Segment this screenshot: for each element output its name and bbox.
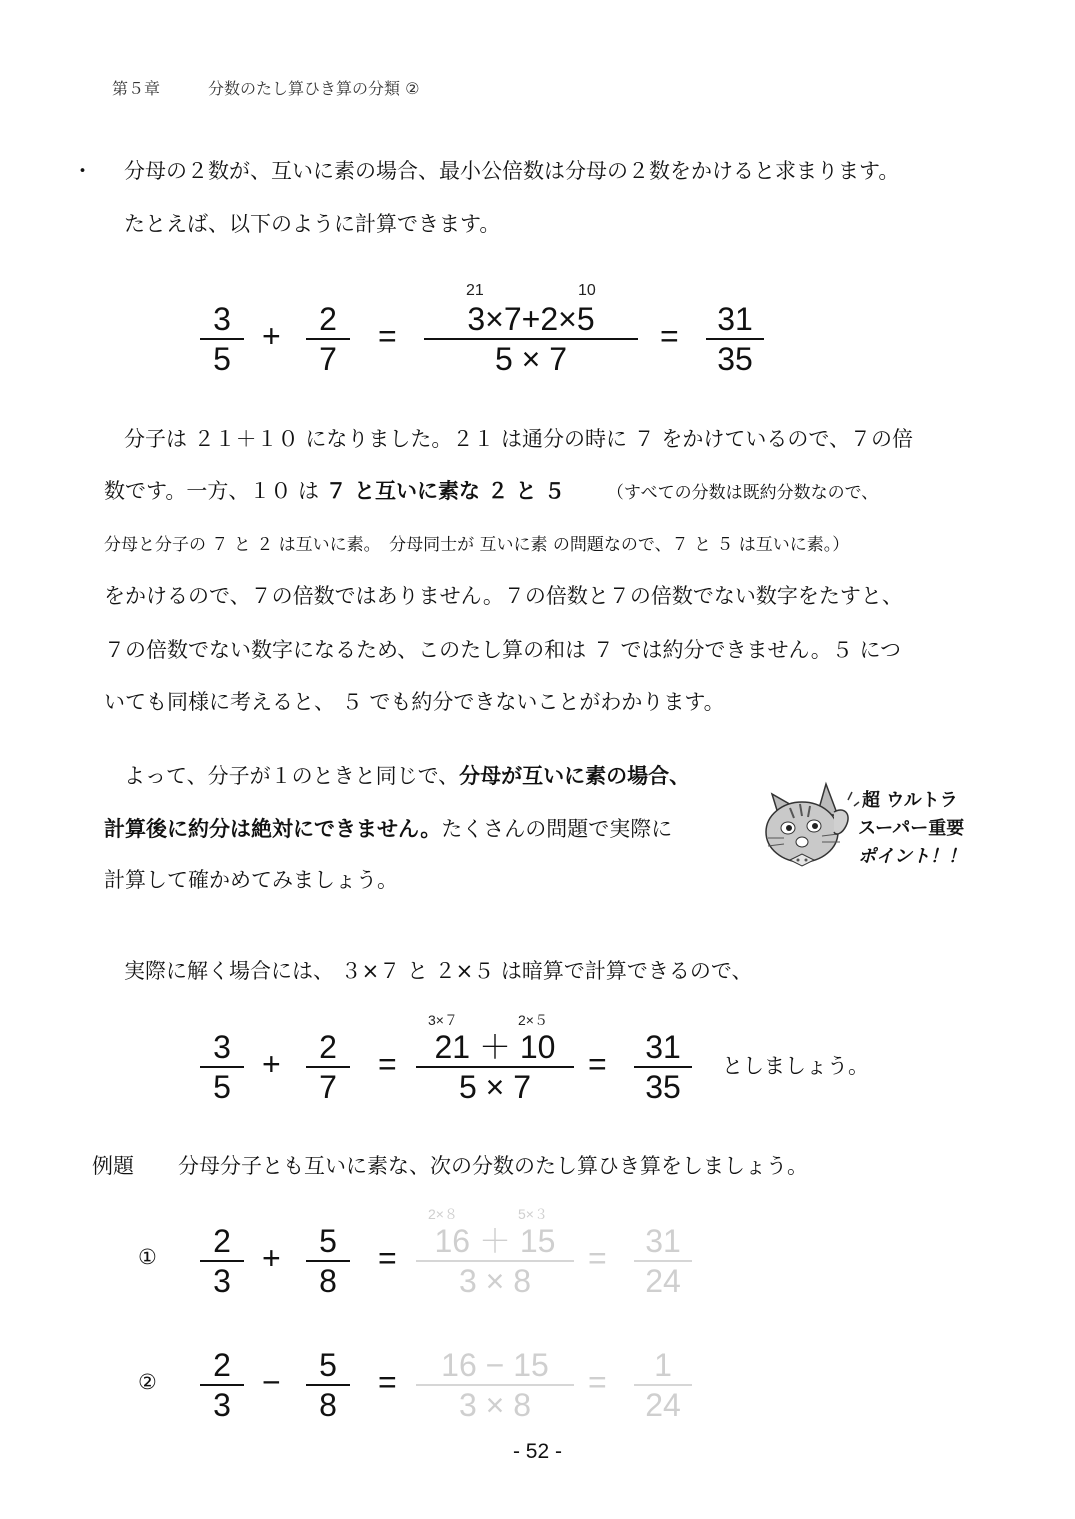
denominator: 24 [645,1387,681,1423]
fraction-bar [416,1260,574,1262]
answer-fraction-combined [416,1224,574,1298]
denominator: 3 [213,1263,231,1299]
denominator: 24 [645,1263,681,1299]
fraction-3-5 [200,302,244,376]
numerator: 31 [717,301,753,337]
numerator: 16 − 15 [441,1347,549,1383]
para1-line-2 [104,475,878,505]
fraction-bar [200,338,244,340]
numerator: 31 [645,1223,681,1259]
para2-line-2b: たくさんの問題で実際に [441,817,673,841]
numerator: 5 [319,1347,337,1383]
denominator: 5 × 7 [458,1069,532,1105]
plus-sign: + [262,1046,281,1082]
numerator: 2 [319,301,337,337]
fraction-result [706,302,764,376]
equals-sign-2: = [660,318,679,354]
para2-line-1a: よって、分子が１のときと同じで、 [124,764,460,788]
superscript-21: 21 [466,282,484,299]
para1-line-6: いても同様に考えると、 ５ でも約分できないことがわかります。 [104,690,725,714]
fraction-bar [200,1066,244,1068]
fraction-bar [306,1066,350,1068]
intro-line-2: たとえば、以下のように計算できます。 [124,212,501,236]
equals-sign: = [378,318,397,354]
fraction-bar [200,1384,244,1386]
para2-line-1 [124,760,690,790]
fraction-bar [416,1384,574,1386]
numerator: 3 [213,301,231,337]
denominator: 5 × 7 [494,341,568,377]
bullet-marker: ・ [72,159,93,183]
numerator: 2 [213,1347,231,1383]
numerator: 1 [654,1347,672,1383]
answer-fraction-result [634,1348,692,1422]
fraction-result [634,1030,692,1104]
equals-sign-2: = [588,1046,607,1082]
numerator: 21 ＋ 10 [434,1029,556,1065]
para2-line-3: 計算して確かめてみましょう。 [104,868,398,892]
denominator: 3 × 8 [458,1263,532,1299]
numerator: 3 [213,1029,231,1065]
fraction-bar [634,1384,692,1386]
para2-line-1-emphasis: 分母が互いに素の場合、 [459,764,691,788]
numerator: 5 [319,1223,337,1259]
denominator: 3 × 8 [458,1387,532,1423]
fraction-2-3 [200,1224,244,1298]
fraction-2-7 [306,302,350,376]
fraction-combined [424,302,638,376]
equation-tail: としましょう。 [722,1054,869,1078]
para1-line-2a: 数です。一方、１０ は [104,479,326,503]
superscript-2x5: 2×５ [518,1012,548,1028]
chapter-title: 分数のたし算ひき算の分類 ② [208,79,420,98]
minus-sign: − [262,1364,281,1400]
superscript-2x8: 2×８ [428,1206,458,1222]
fraction-2-3 [200,1348,244,1422]
superscript-5x3: 5×３ [518,1206,548,1222]
denominator: 35 [717,341,753,377]
equals-sign: = [378,1364,397,1400]
superscript-3x7: 3×７ [428,1012,458,1028]
fraction-bar [416,1066,574,1068]
fraction-5-8 [306,1348,350,1422]
para3-line-1: 実際に解く場合には、 ３×７ と ２×５ は暗算で計算できるので、 [124,959,753,983]
numerator: 2 [213,1223,231,1259]
fraction-bar [306,1260,350,1262]
fraction-2-7 [306,1030,350,1104]
equals-sign-2: = [588,1364,607,1400]
plus-sign: + [262,318,281,354]
badge-line-3: ポイント！！ [858,846,966,867]
cat-mascot-icon [760,776,860,872]
equals-sign: = [378,1046,397,1082]
example-marker-2: ② [138,1370,157,1394]
denominator: 8 [319,1387,337,1423]
badge-line-1: 超 ウルトラ [862,790,958,811]
denominator: 8 [319,1263,337,1299]
example-marker-1: ① [138,1245,157,1269]
fraction-bar [306,338,350,340]
fraction-5-8 [306,1224,350,1298]
fraction-bar [634,1066,692,1068]
para1-line-4: をかけるので、７の倍数ではありません。７の倍数と７の倍数でない数字をたすと、 [104,584,903,608]
fraction-bar [200,1260,244,1262]
numerator: 3×7+2×5 [467,301,595,337]
fraction-combined [416,1030,574,1104]
denominator: 7 [319,1069,337,1105]
numerator: 16 ＋ 15 [434,1223,556,1259]
denominator: 5 [213,1069,231,1105]
fraction-bar [306,1384,350,1386]
denominator: 7 [319,341,337,377]
page-number: - 52 - [512,1440,562,1463]
badge-line-2: スーパー重要 [858,818,965,839]
para2-line-2 [104,813,672,843]
para1-line-2-note: （すべての分数は既約分数なので、 [606,483,879,503]
para1-line-1: 分子は ２１＋１０ になりました。２１ は通分の時に ７ をかけているので、７の倍 [124,427,913,451]
para2-line-2-emphasis: 計算後に約分は絶対にできません。 [104,817,442,841]
superscript-10: 10 [578,282,596,299]
example-label: 例題 [92,1154,134,1178]
denominator: 35 [645,1069,681,1105]
para1-line-3-note: 分母と分子の ７ と ２ は互いに素。 分母同士が 互いに素 の問題なので、７ と ５ は互いに素。） [104,535,850,555]
fraction-3-5 [200,1030,244,1104]
intro-line-1: 分母の２数が、互いに素の場合、最小公倍数は分母の２数をかけると求まります。 [124,159,900,183]
equals-sign-2: = [588,1240,607,1276]
answer-fraction-combined [416,1348,574,1422]
fraction-bar [706,338,764,340]
equals-sign: = [378,1240,397,1276]
fraction-bar [634,1260,692,1262]
fraction-bar [424,338,638,340]
example-instructions: 分母分子とも互いに素な、次の分数のたし算ひき算をしましょう。 [178,1154,808,1178]
denominator: 3 [213,1387,231,1423]
plus-sign: + [262,1240,281,1276]
para1-line-5: ７の倍数でない数字になるため、このたし算の和は ７ では約分できません。５ につ [104,638,902,662]
numerator: 2 [319,1029,337,1065]
denominator: 5 [213,341,231,377]
para1-line-2-emphasis: ７ と互いに素な ２ と ５ [325,479,565,503]
numerator: 31 [645,1029,681,1065]
answer-fraction-result [634,1224,692,1298]
chapter-number: 第５章 [112,79,161,98]
